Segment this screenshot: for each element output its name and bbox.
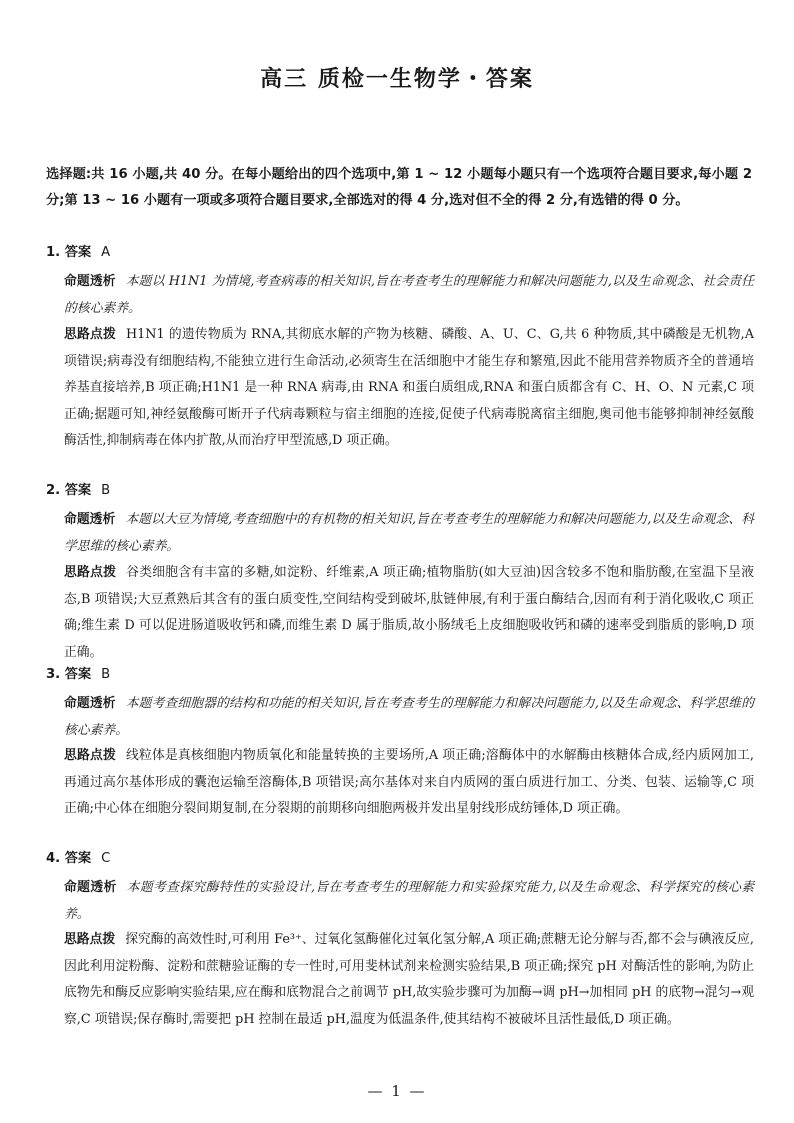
q1-answer-letter: A [101,245,111,260]
q3-intent-label: 命题透析 [64,696,116,711]
q1-answer-line [46,242,110,264]
q2-answer-letter: B [101,483,111,498]
page-number: — 1 — [367,1082,427,1100]
q1-intent [64,269,754,322]
q3-answer-line [46,664,110,686]
q2-number: 2. [46,483,61,498]
q4-intent [64,875,754,928]
q4-intent-text: 本题考查探究酶特性的实验设计,旨在考查考生的理解能力和实验探究能力,以及生命观念、科学探究的核心素养。 [64,880,755,922]
q3-answer-label: 答案 [64,667,92,682]
q2-answer-label: 答案 [64,483,92,498]
q2-analysis-label: 思路点拨 [64,565,117,580]
q3-answer-letter: B [101,667,111,682]
q1-analysis [64,322,754,455]
q2-intent-text: 本题以大豆为情境,考查细胞中的有机物的相关知识,旨在考查考生的理解能力和解决问题能力,以及生命观念、科学思维的核心素养。 [64,512,754,554]
q1-number: 1. [46,245,61,260]
q2-answer-line [46,480,110,502]
q3-analysis-text: 线粒体是真核细胞内物质氧化和能量转换的主要场所,A 项正确;溶酶体中的水解酶由核糖体合成,经内质网加工,再通过高尔基体形成的囊泡运输至溶酶体,B 项错误;高尔基体对来自内质网的蛋白质进行加工、分类、包装、运输等,C 项正确;中心体在细胞分裂间期复制,在分裂期的前期移向细胞两极并发出星射线形成纺锤体,D 项正确。 [64,748,754,816]
q2-intent-label: 命题透析 [64,512,116,527]
page-title: 高三 质检一生物学・答案 [260,67,534,92]
q4-number: 4. [46,851,61,866]
q1-intent-label: 命题透析 [64,274,116,289]
q4-answer-letter: C [101,851,111,866]
q4-intent-label: 命题透析 [64,880,117,895]
q4-analysis [64,927,754,1033]
q2-analysis-text: 谷类细胞含有丰富的多糖,如淀粉、纤维素,A 项正确;植物脂肪(如大豆油)因含较多不饱和脂肪酸,在室温下呈液态,B 项错误;大豆煮熟后其含有的蛋白质变性,空间结构受到破坏,肽链伸展,有利于蛋白酶结合,因而有利于消化吸收,C 项正确;维生素 D 可以促进肠道吸收钙和磷,而维生素 D 属于脂质,故小肠绒毛上皮细胞吸收钙和磷的速率受到脂质的影响,D 项正确。 [64,565,755,660]
q3-analysis [64,743,754,823]
q3-intent [64,691,754,744]
q1-analysis-text: H1N1 的遗传物质为 RNA,其彻底水解的产物为核糖、磷酸、A、U、C、G,共 6 种物质,其中磷酸是无机物,A 项错误;病毒没有细胞结构,不能独立进行生命活动,必须寄生在活细胞中才能生存和繁殖,因此不能用营养物质齐全的普通培养基直接培养,B 项正确;H1N1 是一种 RNA 病毒,由 RNA 和蛋白质组成,RNA 和蛋白质都含有 C、H、O、N 元素,C 项正确;据题可知,神经氨酸酶可断开子代病毒颗粒与宿主细胞的连接,促使子代病毒脱离宿主细胞,奥司他韦能够抑制神经氨酸酶活性,抑制病毒在体内扩散,从而治疗甲型流感,D 项正确。 [64,327,754,448]
q1-answer-label: 答案 [64,245,92,260]
section-instructions: 选择题:共 16 小题,共 40 分。在每小题给出的四个选项中,第 1 ~ 12 小题每小题只有一个选项符合题目要求,每小题 2 分;第 13 ~ 16 小题有一项或多项符合题目要求,全部选对的得 4 分,选对但不全的得 2 分,有选错的得 0 分。 [46,167,752,208]
q3-analysis-label: 思路点拨 [64,748,116,763]
q3-intent-text: 本题考查细胞器的结构和功能的相关知识,旨在考查考生的理解能力和解决问题能力,以及生命观念、科学思维的核心素养。 [64,696,755,738]
q4-answer-label: 答案 [64,851,92,866]
q4-analysis-text: 探究酶的高效性时,可利用 Fe³⁺、过氧化氢酶催化过氧化氢分解,A 项正确;蔗糖无论分解与否,都不会与碘液反应,因此利用淀粉酶、淀粉和蔗糖验证酶的专一性时,可用斐林试剂来检测实验结果,B 项正确;探究 pH 对酶活性的影响,为防止底物先和酶反应影响实验结果,应在酶和底物混合之前调节 pH,故实验步骤可为加酶→调 pH→加相同 pH 的底物→混匀→观察,C 项错误;保存酶时,需要把 pH 控制在最适 pH,温度为低温条件,使其结构不被破坏且活性最低,D 项正确。 [64,932,754,1027]
q1-intent-text: 本题以 H1N1 为情境,考查病毒的相关知识,旨在考查考生的理解能力和解决问题能力,以及生命观念、社会责任的核心素养。 [64,274,755,316]
q4-answer-line [46,848,110,870]
q2-analysis [64,560,754,666]
q4-analysis-label: 思路点拨 [64,932,116,947]
q2-intent [64,507,754,560]
q1-analysis-label: 思路点拨 [64,327,116,342]
q3-number: 3. [46,667,61,682]
